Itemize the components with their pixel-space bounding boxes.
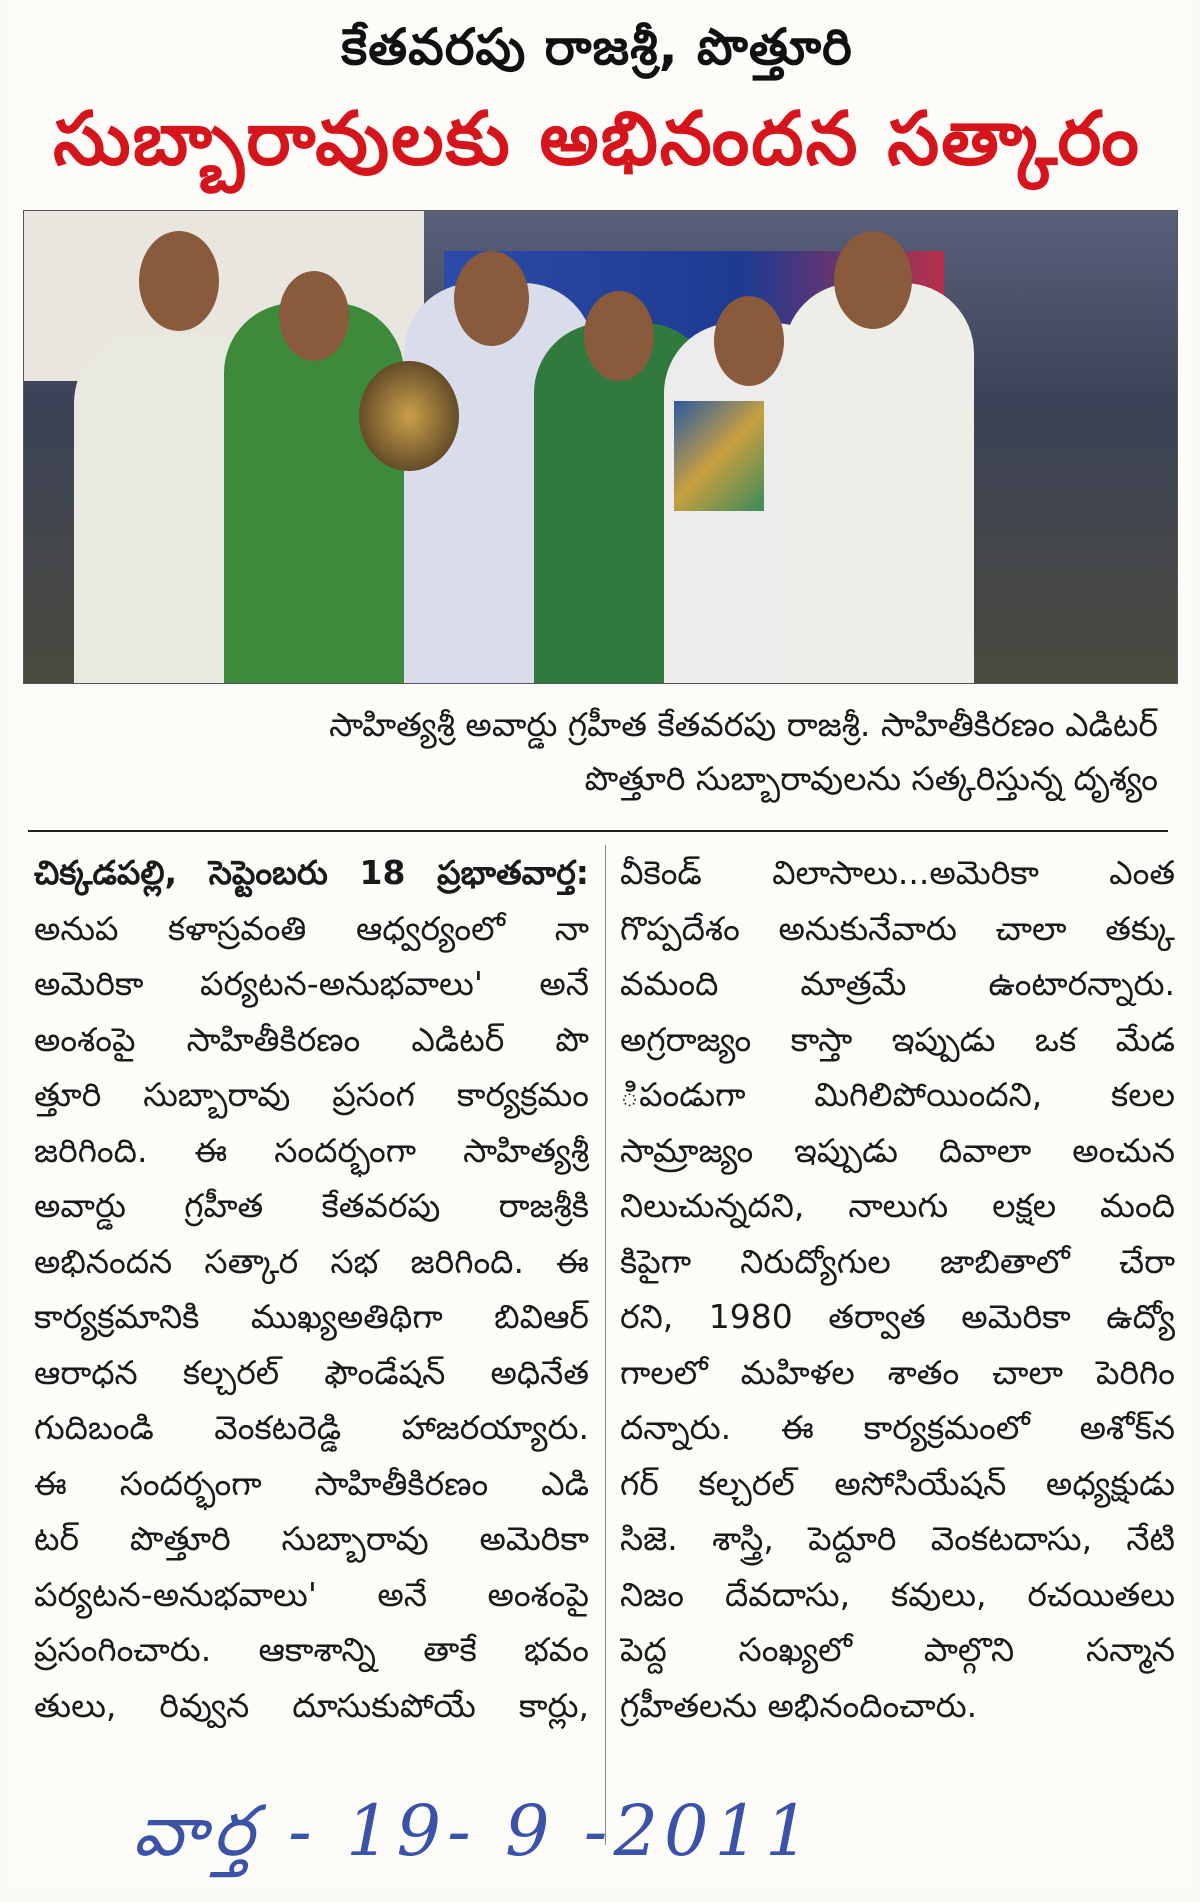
- article-line: ఆరాధన కల్చరల్ ఫౌండేషన్ అధినేత: [34, 1352, 589, 1392]
- person-head: [279, 271, 349, 361]
- article-line: త్తూరి సుబ్బారావు ప్రసంగ కార్యక్రమం: [34, 1075, 589, 1114]
- column-divider: [605, 845, 606, 1845]
- article-line: నిజం దేవదాసు, కవులు, రచయితలు: [620, 1574, 1175, 1614]
- photo-caption: [98, 698, 1158, 806]
- article-line: అగ్రరాజ్యం కాస్తా ఇప్పుడు ఒక మేడ: [620, 1019, 1175, 1059]
- article-line: గుదిబండి వెంకటరెడ్డి హాజరయ్యారు.: [34, 1408, 589, 1447]
- article-line: ిపండుగా మిగిలిపోయిందని, కలల: [620, 1075, 1175, 1114]
- article-line: నిలుచున్నదని, నాలుగు లక్షల మంది: [620, 1186, 1175, 1225]
- article-line: సామ్రాజ్యం ఇప్పుడు దివాలా అంచున: [620, 1130, 1175, 1170]
- article-line: అభినందన సత్కార సభ జరిగింది. ఈ: [34, 1241, 589, 1281]
- article-line: దన్నారు. ఈ కార్యక్రమంలో అశోక్‌న: [620, 1408, 1175, 1447]
- dateline: చిక్కడపల్లి, సెప్టెంబరు 18 ప్రభాతవార్త:: [34, 853, 589, 892]
- article-line: సిజె. శాస్త్రి, పెద్దూరి వెంకటదాసు, నేటి: [620, 1519, 1175, 1558]
- article-line: అంశంపై సాహితీకిరణం ఎడిటర్ పొ: [34, 1019, 589, 1059]
- person-figure: [784, 283, 974, 683]
- newspaper-clipping: [8, 0, 1186, 1885]
- article-line: గ్రహీతలను అభినందించారు.: [620, 1685, 978, 1725]
- article-line: కిపైగా నిరుద్యోగుల జాబితాలో చేరా: [620, 1241, 1175, 1281]
- handwritten-date-note: వార్త - 19- 9 -2011: [133, 1790, 816, 1872]
- news-photo: [23, 210, 1178, 684]
- article-column-left: [34, 845, 589, 1733]
- person-head: [584, 291, 654, 381]
- section-divider: [28, 830, 1168, 832]
- article-line: గర్ కల్చరల్ అసోసియేషన్ అధ్యక్షుడు: [620, 1463, 1175, 1503]
- headline: సుబ్బారావులకు అభినందన సత్కారం: [53, 96, 1141, 182]
- person-head: [139, 231, 219, 331]
- person-head: [714, 296, 784, 386]
- caption-line: సాహిత్యశ్రీ అవార్డు గ్రహీత కేతవరపు రాజశ్రీ. సాహితీకిరణం ఎడిటర్: [329, 705, 1158, 744]
- article-line: టర్ పొత్తూరి సుబ్బారావు అమెరికా: [34, 1519, 589, 1558]
- article-line: జరిగింది. ఈ సందర్భంగా సాహిత్యశ్రీ: [34, 1130, 589, 1170]
- caption-line: పొత్తూరి సుబ్బారావులను సత్కరిస్తున్న దృశ్యం: [584, 759, 1158, 798]
- article-line: పెద్ద సంఖ్యలో పాల్గొని సన్మాన: [620, 1630, 1175, 1669]
- framed-picture: [674, 401, 764, 511]
- kicker-heading: కేతవరపు రాజశ్రీ, పొత్తూరి: [341, 18, 853, 76]
- person-head: [834, 231, 912, 329]
- article-line: వీకెండ్ విలాసాలు...అమెరికా ఎంత: [620, 853, 1175, 892]
- article-line: అమెరికా పర్యటన-అనుభవాలు' అనే: [34, 964, 589, 1003]
- person-head: [454, 251, 529, 346]
- article-line: గొప్పదేశం అనుకునేవారు చాలా తక్కు: [620, 908, 1175, 948]
- article-line: గాలలో మహిళల శాతం చాలా పెరిగిం: [620, 1352, 1175, 1392]
- article-line: రని, 1980 తర్వాత అమెరికా ఉద్యో: [620, 1297, 1175, 1336]
- article-line: వమంది మాత్రమే ఉంటారన్నారు.: [620, 964, 1175, 1003]
- article-line: ప్రసంగించారు. ఆకాశాన్ని తాకే భవం: [34, 1630, 589, 1669]
- article-line: కార్యక్రమానికి ముఖ్యఅతిథిగా బివిఆర్: [34, 1297, 589, 1336]
- memento-plaque: [359, 361, 459, 471]
- article-line: పర్యటన-అనుభవాలు' అనే అంశంపై: [34, 1574, 589, 1614]
- article-line: అవార్డు గ్రహీత కేతవరపు రాజశ్రీకి: [34, 1186, 589, 1225]
- article-line: అనుప కళాస్రవంతి ఆధ్వర్యంలో నా: [34, 908, 589, 948]
- article-column-right: [620, 845, 1175, 1733]
- article-line: తులు, రివ్వున దూసుకుపోయే కార్లు,: [34, 1685, 589, 1725]
- article-line: ఈ సందర్భంగా సాహితీకిరణం ఎడి: [34, 1463, 589, 1503]
